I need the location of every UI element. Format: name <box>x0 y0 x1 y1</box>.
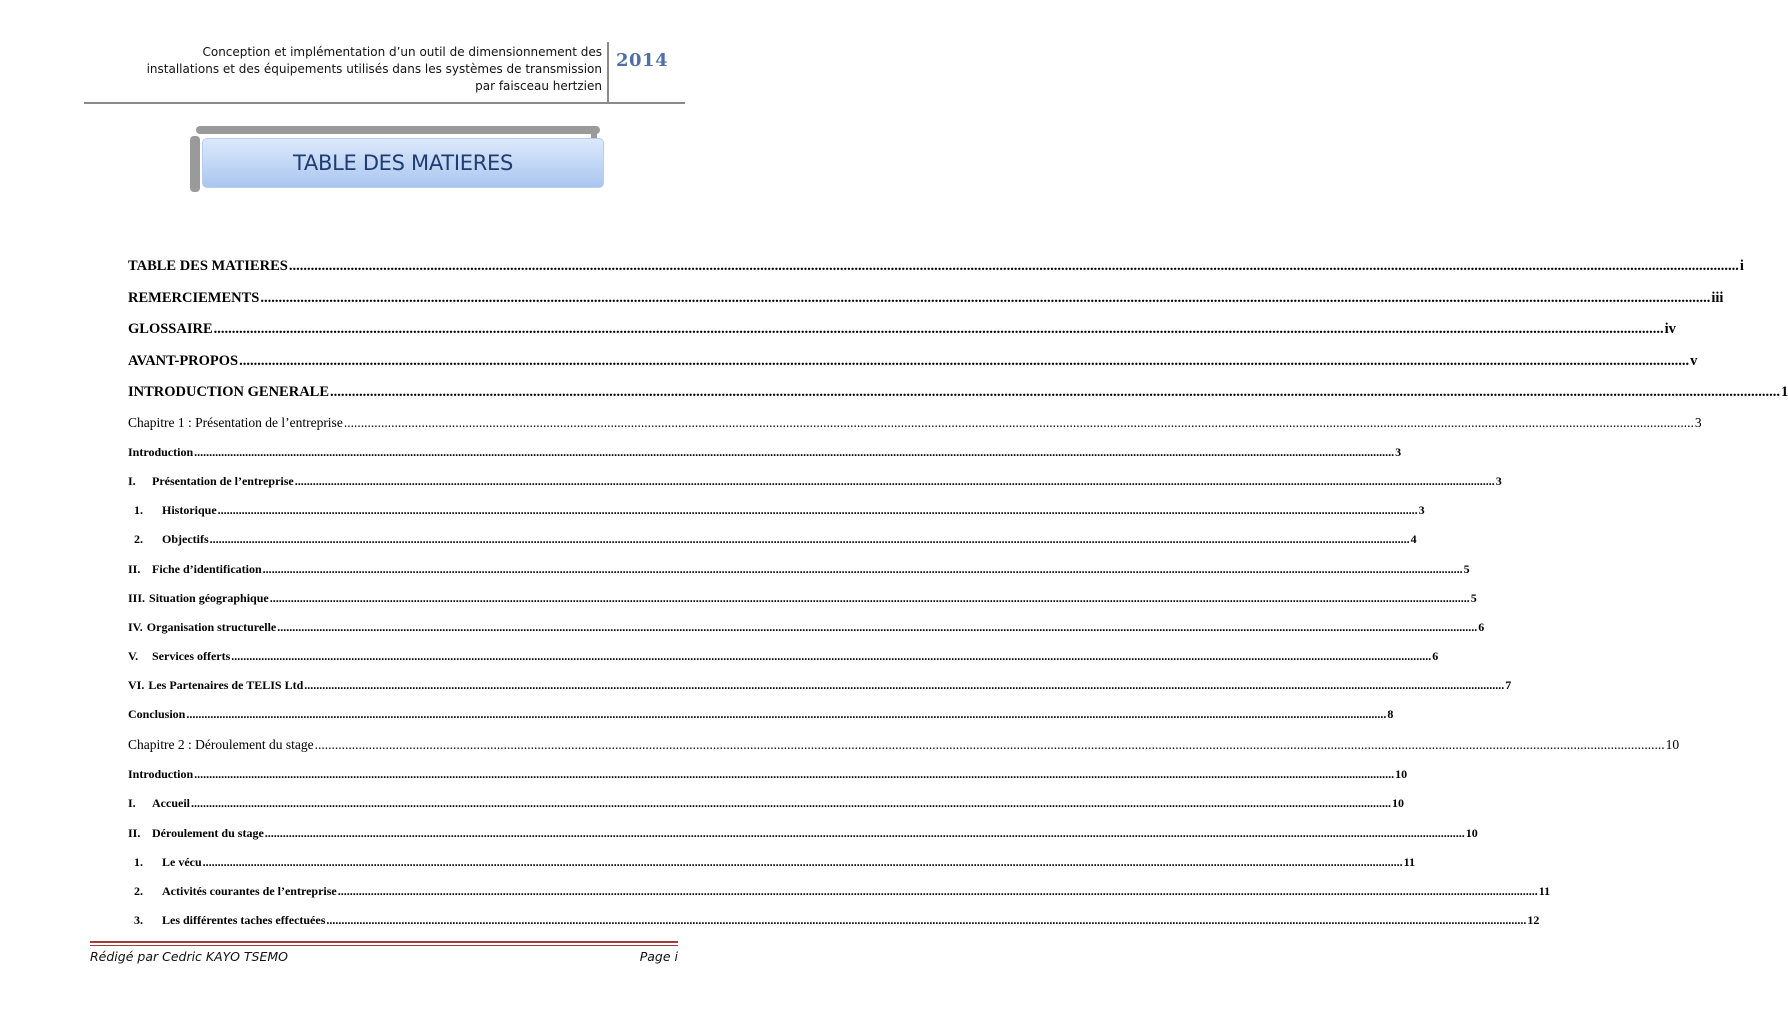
toc-entry-number: III. <box>128 591 146 605</box>
toc-dot-leader: ................................................................................................................................................................................................................................................................................................................................................................................................................ <box>186 707 1387 721</box>
toc-entry-page: i <box>1739 258 1744 274</box>
toc-entry-label: Introduction <box>128 445 194 459</box>
footer-rule <box>90 941 678 943</box>
header-title-line-3: par faisceau hertzien <box>475 79 602 93</box>
toc-entry[interactable] <box>128 353 1698 371</box>
toc-dot-leader: ................................................................................................................................................................................................................................................................................................................................................................................................................ <box>194 767 1395 781</box>
toc-entry-number: 3. <box>134 913 143 927</box>
toc-entry[interactable] <box>128 678 1512 696</box>
toc-entry-label: Présentation de l’entreprise <box>152 474 294 488</box>
footer-page-number: Page i <box>639 949 678 964</box>
toc-entry-number: V. <box>128 649 139 663</box>
toc-entry-number: 1. <box>134 855 143 869</box>
toc-entry[interactable] <box>128 796 1404 814</box>
toc-entry-number: 2. <box>134 532 143 546</box>
toc-dot-leader: ................................................................................................................................................................................................................................................................................................................................................................................................................ <box>239 353 1690 369</box>
toc-dot-leader: ................................................................................................................................................................................................................................................................................................................................................................................................................ <box>330 384 1781 400</box>
toc-entry-label: Historique <box>162 503 217 517</box>
toc-entry[interactable] <box>128 767 1408 785</box>
toc-entry-label: Fiche d’identification <box>152 562 262 576</box>
toc-entry-page: 6 <box>1478 620 1485 634</box>
toc-entry-label: AVANT-PROPOS <box>128 353 239 369</box>
toc-entry[interactable] <box>128 445 1402 463</box>
header-year: 2014 <box>616 50 669 71</box>
toc-entry-page: 6 <box>1432 649 1439 663</box>
toc-entry-label: Objectifs <box>162 532 209 546</box>
toc-dot-leader: ................................................................................................................................................................................................................................................................................................................................................................................................................ <box>262 562 1463 576</box>
toc-entry-number: II. <box>128 562 141 576</box>
toc-entry-number: 2. <box>134 884 143 898</box>
toc-entry-page: 3 <box>1694 415 1702 430</box>
toc-entry-label: REMERCIEMENTS <box>128 290 260 306</box>
toc-entry-label: INTRODUCTION GENERALE <box>128 384 330 400</box>
header-divider <box>607 42 609 104</box>
toc-dot-leader: ................................................................................................................................................................................................................................................................................................................................................................................................................ <box>288 258 1739 274</box>
toc-entry[interactable] <box>128 290 1724 308</box>
header-title-line-2: installations et des équipements utilisés dans les systèmes de transmission <box>146 62 602 76</box>
toc-entry-label: Situation géographique <box>149 591 269 605</box>
toc-dot-leader: ................................................................................................................................................................................................................................................................................................................................................................................................................ <box>337 884 1538 898</box>
toc-entry-page: 5 <box>1463 562 1470 576</box>
toc-entry[interactable] <box>128 384 1788 402</box>
toc-entry-page: iv <box>1664 321 1676 337</box>
toc-dot-leader: ................................................................................................................................................................................................................................................................................................................................................................................................................ <box>326 913 1527 927</box>
toc-entry-page: 10 <box>1465 826 1478 840</box>
banner-title: TABLE DES MATIERES <box>293 151 513 175</box>
toc-entry[interactable] <box>128 707 1394 725</box>
header-title-line-1: Conception et implémentation d’un outil de dimensionnement des <box>202 45 602 59</box>
banner-box <box>202 138 604 188</box>
toc-dot-leader: ................................................................................................................................................................................................................................................................................................................................................................................................................ <box>202 855 1403 869</box>
toc-entry-label: Chapitre 2 : Déroulement du stage <box>128 737 314 752</box>
toc-dot-leader: ................................................................................................................................................................................................................................................................................................................................................................................................................ <box>213 321 1664 337</box>
toc-dot-leader: ................................................................................................................................................................................................................................................................................................................................................................................................................ <box>260 290 1711 306</box>
toc-entry-page: 11 <box>1403 855 1415 869</box>
toc-entry-page: 1 <box>1781 384 1788 400</box>
footer-author: Rédigé par Cedric KAYO TSEMO <box>90 949 288 964</box>
toc-entry[interactable] <box>128 503 1425 521</box>
toc-entry-page: 10 <box>1392 796 1404 810</box>
toc-entry-label: Activités courantes de l’entreprise <box>162 884 337 898</box>
toc-entry-page: v <box>1690 353 1698 369</box>
toc-dot-leader: ................................................................................................................................................................................................................................................................................................................................................................................................................ <box>264 826 1465 840</box>
toc-entry-page: 12 <box>1527 913 1540 927</box>
toc-entry[interactable] <box>128 649 1439 667</box>
toc-entry[interactable] <box>128 591 1477 609</box>
header-rule <box>84 102 685 104</box>
toc-entry-label: Chapitre 1 : Présentation de l’entreprise <box>128 415 343 430</box>
toc-entry[interactable] <box>128 562 1470 580</box>
toc-dot-leader: ................................................................................................................................................................................................................................................................................................................................................................................................................ <box>343 415 1694 430</box>
toc-dot-leader: ................................................................................................................................................................................................................................................................................................................................................................................................................ <box>194 445 1395 459</box>
toc-entry-page: 3 <box>1495 474 1502 488</box>
toc-entry[interactable] <box>128 258 1744 276</box>
toc-entry[interactable] <box>128 855 1415 873</box>
toc-entry-label: Services offerts <box>152 649 231 663</box>
toc-entry[interactable] <box>128 474 1502 492</box>
toc-dot-leader: ................................................................................................................................................................................................................................................................................................................................................................................................................ <box>277 620 1478 634</box>
toc-dot-leader: ................................................................................................................................................................................................................................................................................................................................................................................................................ <box>231 649 1432 663</box>
toc-entry-label: Le vécu <box>162 855 202 869</box>
toc-entry-label: Introduction <box>128 767 194 781</box>
toc-entry-page: iii <box>1711 290 1724 306</box>
toc-entry-page: 11 <box>1538 884 1551 898</box>
toc-entry-number: VI. <box>128 678 145 692</box>
toc-entry-page: 8 <box>1387 707 1394 721</box>
banner-scroll-curl <box>190 136 200 192</box>
toc-dot-leader: ................................................................................................................................................................................................................................................................................................................................................................................................................ <box>209 532 1410 546</box>
toc-entry[interactable] <box>128 737 1680 755</box>
toc-entry[interactable] <box>128 532 1417 550</box>
footer-rule-thin <box>90 945 678 946</box>
document-header-title <box>90 44 602 95</box>
toc-entry[interactable] <box>128 415 1702 433</box>
toc-entry-number: IV. <box>128 620 143 634</box>
toc-entry[interactable] <box>128 884 1551 902</box>
toc-dot-leader: ................................................................................................................................................................................................................................................................................................................................................................................................................ <box>304 678 1505 692</box>
toc-entry-label: Les différentes taches effectuées <box>162 913 326 927</box>
toc-entry-label: Déroulement du stage <box>152 826 264 840</box>
toc-entry-label: Conclusion <box>128 707 186 721</box>
toc-entry[interactable] <box>128 826 1478 844</box>
toc-entry-number: I. <box>128 796 136 810</box>
toc-entry-page: 10 <box>1665 737 1680 752</box>
toc-entry-label: TABLE DES MATIERES <box>128 258 288 274</box>
toc-entry-number: II. <box>128 826 141 840</box>
toc-entry-label: Accueil <box>152 796 190 810</box>
toc-entry-label: GLOSSAIRE <box>128 321 213 337</box>
toc-dot-leader: ................................................................................................................................................................................................................................................................................................................................................................................................................ <box>314 737 1665 752</box>
banner-scroll-edge <box>196 126 600 134</box>
toc-entry-number: 1. <box>134 503 143 517</box>
toc-dot-leader: ................................................................................................................................................................................................................................................................................................................................................................................................................ <box>217 503 1418 517</box>
toc-entry[interactable] <box>128 321 1676 339</box>
toc-dot-leader: ................................................................................................................................................................................................................................................................................................................................................................................................................ <box>191 796 1391 810</box>
toc-entry-page: 5 <box>1470 591 1477 605</box>
toc-entry-label: Organisation structurelle <box>146 620 277 634</box>
toc-dot-leader: ................................................................................................................................................................................................................................................................................................................................................................................................................ <box>269 591 1470 605</box>
toc-entry-page: 3 <box>1395 445 1402 459</box>
toc-entry-page: 4 <box>1410 532 1417 546</box>
toc-entry[interactable] <box>128 913 1540 931</box>
toc-entry[interactable] <box>128 620 1485 638</box>
toc-entry-label: Les Partenaires de TELIS Ltd <box>148 678 304 692</box>
toc-dot-leader: ................................................................................................................................................................................................................................................................................................................................................................................................................ <box>294 474 1495 488</box>
toc-entry-number: I. <box>128 474 136 488</box>
toc-banner <box>190 126 602 190</box>
toc-entry-page: 7 <box>1505 678 1512 692</box>
toc-entry-page: 10 <box>1395 767 1408 781</box>
toc-entry-page: 3 <box>1418 503 1425 517</box>
